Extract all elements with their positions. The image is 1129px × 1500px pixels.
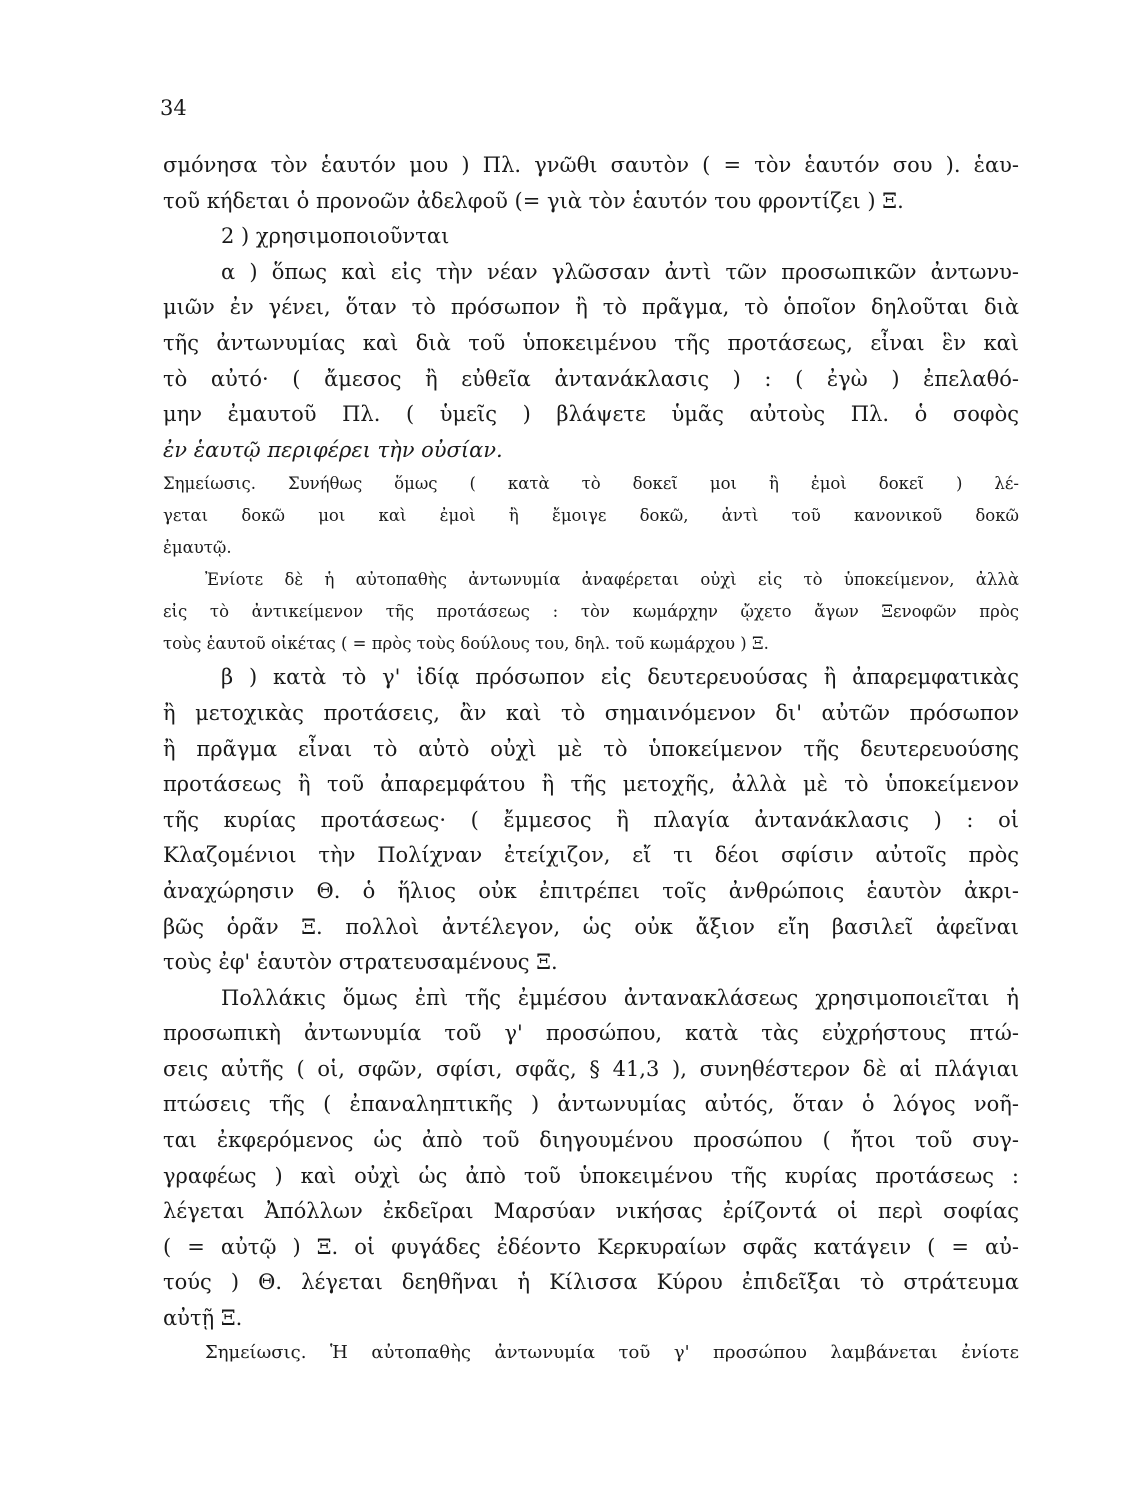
text-line: ἢ μετοχικὰς προτάσεις, ἂν καὶ τὸ σημαινόμενον δι' αὐτῶν πρόσωπον [163, 700, 1019, 725]
text-line: σεις αὐτῆς ( οἱ, σφῶν, σφίσι, σφᾶς, § 41,3 ), συνηθέστερον δὲ αἱ πλάγιαι [163, 1056, 1019, 1081]
note-line: Σημείωσις. Συνήθως ὅμως ( κατὰ τὸ δοκεῖ μοι ἢ ἐμοὶ δοκεῖ ) λέ- [163, 474, 1019, 494]
paragraph-continued [163, 148, 1019, 219]
note-line: ἐμαυτῷ. [163, 538, 232, 558]
note-paragraph [163, 468, 1019, 564]
text-line: ( = αὐτῷ ) Ξ. οἱ φυγάδες ἐδέοντο Κερκυραίων σφᾶς κατάγειν ( = αὐ- [163, 1234, 1019, 1259]
note-line: τοὺς ἑαυτοῦ οἰκέτας ( = πρὸς τοὺς δούλους του, δηλ. τοῦ κωμάρχου ) Ξ. [163, 634, 769, 654]
text-line: σμόνησα τὸν ἑαυτόν μου ) Πλ. γνῶθι σαυτὸν ( = τὸν ἑαυτόν σου ). ἑαυ- [163, 153, 1019, 177]
text-line: β ) κατὰ τὸ γ' ἰδίᾳ πρόσωπον εἰς δευτερευούσας ἢ ἀπαρεμφατικὰς [221, 665, 1019, 690]
text-line: Κλαζομένιοι τὴν Πολίχναν ἐτείχιζον, εἴ τι δέοι σφίσιν αὐτοῖς πρὸς [163, 843, 1019, 868]
text-line: αὐτῇ Ξ. [163, 1306, 243, 1331]
text-line: τοῦ κήδεται ὁ προνοῶν ἀδελφοῦ (= γιὰ τὸν ἑαυτόν του φροντίζει ) Ξ. [163, 188, 904, 213]
text-line: μην ἐμαυτοῦ Πλ. ( ὑμεῖς ) βλάψετε ὑμᾶς αὐτοὺς Πλ. ὁ σοφὸς [163, 402, 1019, 427]
text-line: τοὺς ἐφ' ἑαυτὸν στρατευσαμένους Ξ. [163, 950, 558, 975]
text-line: προτάσεως ἢ τοῦ ἀπαρεμφάτου ἢ τῆς μετοχῆς, ἀλλὰ μὲ τὸ ὑποκείμενον [163, 772, 1019, 797]
text-line: μιῶν ἐν γένει, ὅταν τὸ πρόσωπον ἢ τὸ πρᾶγμα, τὸ ὁποῖον δηλοῦται διὰ [163, 295, 1019, 320]
text-line: πτώσεις τῆς ( ἐπαναληπτικῆς ) ἀντωνυμίας αὐτός, ὅταν ὁ λόγος νοῆ- [163, 1092, 1019, 1117]
note-paragraph-2 [163, 564, 1019, 660]
text-line: ἢ πρᾶγμα εἶναι τὸ αὐτὸ οὐχὶ μὲ τὸ ὑποκείμενον τῆς δευτερευούσης [163, 736, 1019, 761]
paragraph-pollakis [163, 981, 1019, 1337]
text-line: ἀναχώρησιν Θ. ὁ ἥλιος οὐκ ἐπιτρέπει τοῖς ἀνθρώποις ἑαυτὸν ἀκρι- [163, 878, 1019, 903]
paragraph-alpha [163, 255, 1019, 469]
text-line: α ) ὅπως καὶ εἰς τὴν νέαν γλῶσσαν ἀντὶ τῶν προσωπικῶν ἀντωνυ- [221, 259, 1019, 284]
body-text [163, 148, 1019, 1369]
note-line: Ἐνίοτε δὲ ἡ αὐτοπαθὴς ἀντωνυμία ἀναφέρεται οὐχὶ εἰς τὸ ὑποκείμενον, ἀλλὰ [205, 570, 1019, 590]
text-line: ται ἐκφερόμενος ὡς ἀπὸ τοῦ διηγουμένου προσώπου ( ἤτοι τοῦ συγ- [163, 1128, 1019, 1153]
text-line: βῶς ὁρᾶν Ξ. πολλοὶ ἀντέλεγον, ὡς οὐκ ἄξιον εἴη βασιλεῖ ἀφεῖναι [163, 914, 1019, 939]
text-line: τούς ) Θ. λέγεται δεηθῆναι ἡ Κίλισσα Κύρου ἐπιδεῖξαι τὸ στράτευμα [163, 1270, 1019, 1295]
text-line: λέγεται Ἀπόλλων ἐκδεῖραι Μαρσύαν νικήσας ἐρίζοντά οἱ περὶ σοφίας [163, 1199, 1019, 1224]
text-line: προσωπικὴ ἀντωνυμία τοῦ γ' προσώπου, κατὰ τὰς εὐχρήστους πτώ- [163, 1021, 1019, 1046]
text-line: 2 ) χρησιμοποιοῦνται [221, 224, 450, 249]
text-line: Πολλάκις ὅμως ἐπὶ τῆς ἐμμέσου ἀντανακλάσεως χρησιμοποιεῖται ἡ [221, 985, 1019, 1010]
page-number: 34 [160, 96, 187, 120]
note-line: εἰς τὸ ἀντικείμενον τῆς προτάσεως : τὸν κωμάρχην ᾤχετο ἄγων Ξενοφῶν πρὸς [163, 602, 1019, 622]
paragraph-beta [163, 660, 1019, 980]
note-paragraph-3 [163, 1337, 1019, 1369]
paragraph-section-2 [163, 219, 1019, 255]
text-line: γραφέως ) καὶ οὐχὶ ὡς ἀπὸ τοῦ ὑποκειμένου τῆς κυρίας προτάσεως : [163, 1163, 1019, 1188]
text-line: ἐν ἑαυτῷ περιφέρει τὴν οὐσίαν. [163, 437, 503, 462]
note-line: Σημείωσις. Ἡ αὐτοπαθὴς ἀντωνυμία τοῦ γ' προσώπου λαμβάνεται ἐνίοτε [205, 1341, 1019, 1363]
text-line: τῆς κυρίας προτάσεως· ( ἔμμεσος ἢ πλαγία ἀντανάκλασις ) : οἱ [163, 807, 1019, 832]
text-line: τῆς ἀντωνυμίας καὶ διὰ τοῦ ὑποκειμένου τῆς προτάσεως, εἶναι ἓν καὶ [163, 330, 1019, 355]
text-line: τὸ αὐτό· ( ἄμεσος ἢ εὐθεῖα ἀντανάκλασις ) : ( ἐγὼ ) ἐπελαθό- [163, 366, 1019, 391]
note-line: γεται δοκῶ μοι καὶ ἐμοὶ ἢ ἔμοιγε δοκῶ, ἀντὶ τοῦ κανονικοῦ δοκῶ [163, 506, 1019, 526]
